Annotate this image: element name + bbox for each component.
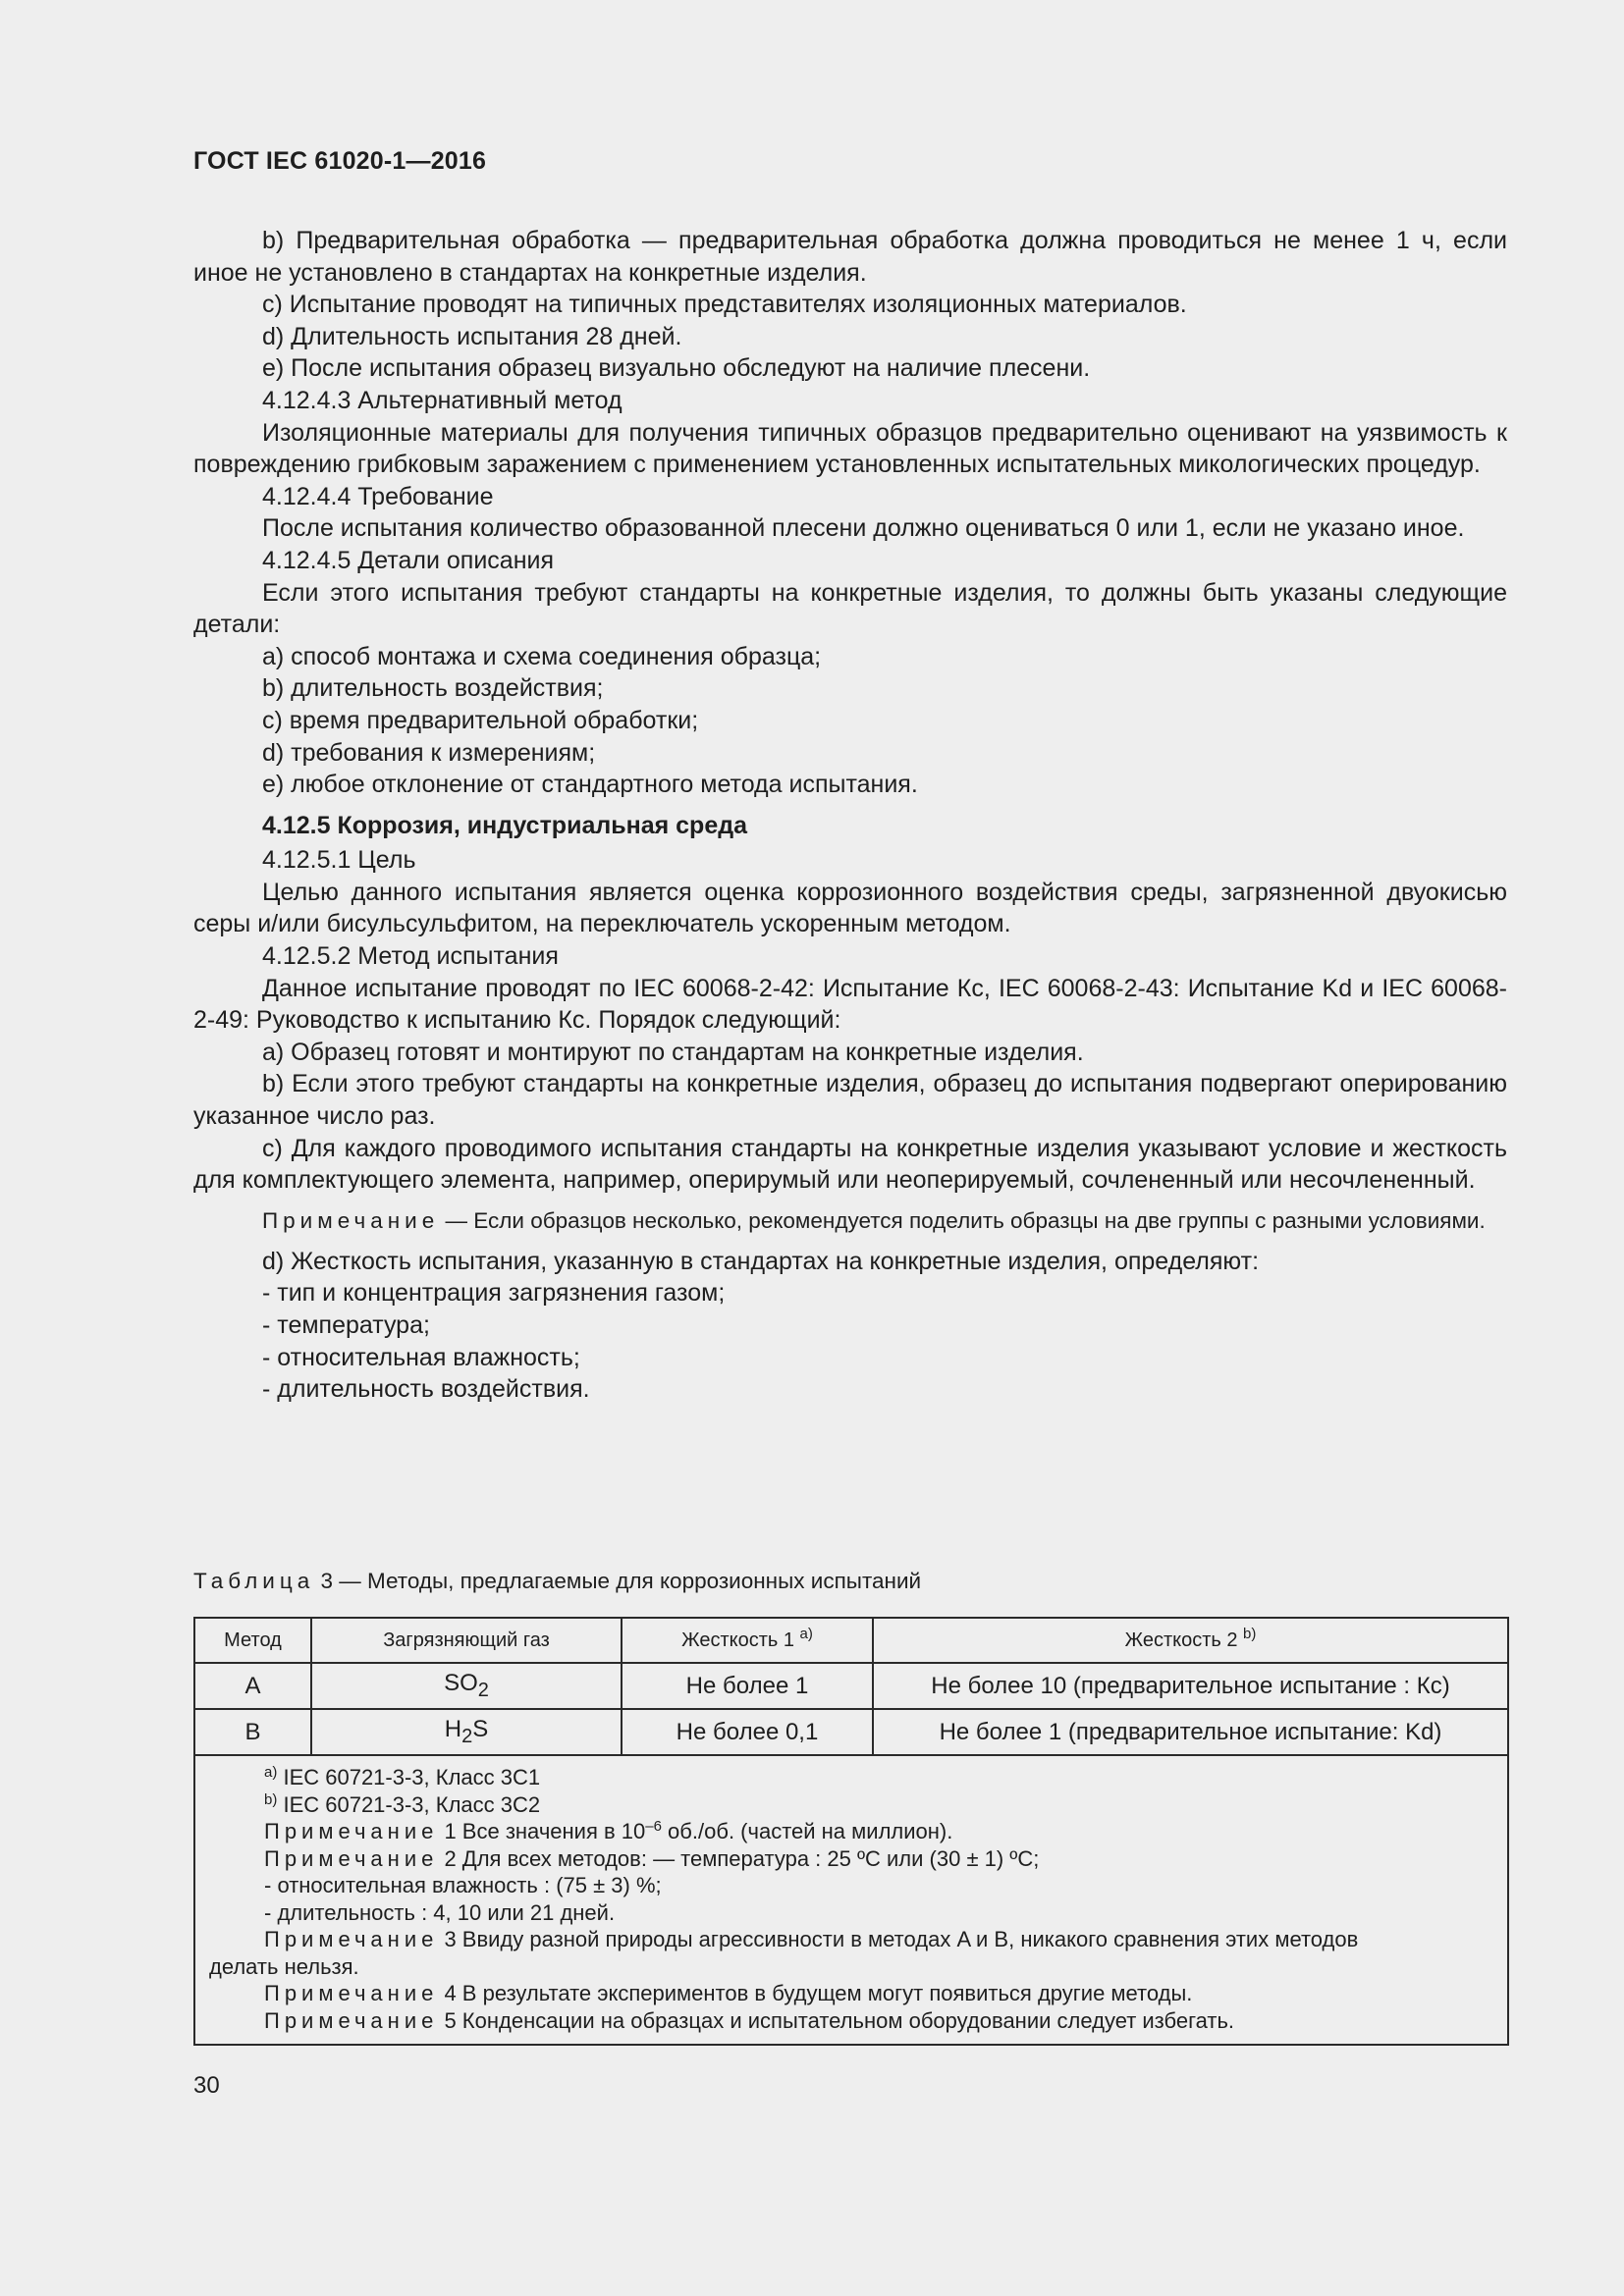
note-label: Примечание [264,1845,439,1871]
list-item: - температура; [262,1311,430,1339]
table-note-2-humidity: - относительная влажность : (75 ± 3) %; [264,1873,662,1897]
gas-subscript: 2 [461,1725,473,1747]
header-method: Метод [194,1618,311,1663]
footnote-mark: a) [264,1764,278,1781]
note-text: 5 Конденсации на образцах и испытательном оборудовании следует избегать. [438,2007,1235,2033]
header-severity-2-label: Жесткость 2 [1124,1629,1238,1651]
table-caption-text: 3 — Методы, предлагаемые для коррозионных испытаний [314,1569,922,1593]
table-header-row [194,1618,1508,1663]
note-text: об./об. (частей на миллион). [661,1819,953,1843]
document-header: ГОСТ IEC 61020-1—2016 [193,147,487,175]
list-item: a) Образец готовят и монтируют по стандартам на конкретные изделия. [262,1038,1084,1066]
table-caption-label: Таблица [193,1569,315,1593]
note-label: Примечание [264,2007,439,2033]
cell-severity-2: Не более 1 (предварительное испытание: Kd) [873,1709,1508,1755]
table-note-1 [209,1818,1493,1845]
paragraph: Целью данного испытания является оценка коррозионного воздействия среды, загрязненной двуокисью серы и/или бисульсульфитом, на переключатель ускоренным методом. [193,878,1507,938]
paragraph: Изоляционные материалы для получения типичных образцов предварительно оценивают на уязвимость к повреждению грибковым заражением с применением установленных испытательных микологических процедур. [193,418,1507,479]
note-text: — Если образцов несколько, рекомендуется поделить образцы на две группы с разными условиями. [439,1207,1486,1233]
cell-gas [311,1709,622,1755]
cell-severity-1: Не более 0,1 [622,1709,873,1755]
table-note-3 [209,1926,1493,1953]
table-note-4 [209,1980,1493,2007]
gas-subscript: 2 [477,1679,489,1701]
header-gas: Загрязняющий газ [311,1618,622,1663]
list-item: c) Для каждого проводимого испытания стандарты на конкретные изделия указывают условие и жесткость для комплектующего элемента, например, оперирумый или неоперируемый, сочлененный или несочлененный. [193,1134,1507,1195]
section-title: 4.12.5.2 Метод испытания [262,942,559,971]
table-notes-row [194,1755,1508,2045]
footnote-a [209,1764,1493,1791]
table-row [194,1709,1508,1755]
note-label: Примечание [264,1981,439,2005]
note-text: 4 В результате экспериментов в будущем могут появиться другие методы. [438,1981,1193,2005]
paragraph: Если этого испытания требуют стандарты на конкретные изделия, то должны быть указаны следующие детали: [193,578,1507,639]
footnote-ref-a: a) [799,1625,813,1642]
paragraph: e) После испытания образец визуально обследуют на наличие плесени. [262,354,1091,383]
section-title: 4.12.4.3 Альтернативный метод [262,386,623,414]
table-note-5 [209,2007,1493,2035]
cell-gas [311,1663,622,1709]
note-text: 3 Ввиду разной природы агрессивности в методах A и B, никакого сравнения этих методов [438,1927,1359,1951]
list-item: a) способ монтажа и схема соединения образца; [262,642,822,670]
cell-method: A [194,1663,311,1709]
table-note-3-continuation: делать нельзя. [209,1953,359,1979]
header-severity-2 [873,1618,1508,1663]
page-number: 30 [193,2072,220,2099]
list-item: - длительность воздействия. [262,1375,590,1404]
note-label: Примечание [264,1927,439,1951]
header-severity-1 [622,1618,873,1663]
note-label: Примечание [262,1207,440,1233]
document-body [193,225,1507,1406]
paragraph: d) Длительность испытания 28 дней. [262,322,682,350]
footnote-mark: b) [264,1790,278,1808]
section-heading: 4.12.5 Коррозия, индустриальная среда [262,811,747,839]
footnote-b [209,1791,1493,1819]
exponent: –6 [645,1818,662,1835]
note-text: 1 Все значения в 10 [438,1819,646,1843]
note-label: Примечание [264,1819,439,1843]
paragraph: Данное испытание проводят по IEC 60068-2-42: Испытание Кс, IEC 60068-2-43: Испытание Kd и IEC 60068-2-49: Руководство к испытанию Кс. Порядок следующий: [193,974,1507,1035]
list-item: - относительная влажность; [262,1343,580,1371]
gas-formula: H [444,1716,462,1743]
list-item: b) Если этого требуют стандарты на конкретные изделия, образец до испытания подвергают оперированию указанное число раз. [193,1070,1507,1131]
paragraph: b) Предварительная обработка — предварительная обработка должна проводиться не менее 1 ч, если иное не установлено в стандартах на конкретные изделия. [193,227,1507,287]
paragraph: d) Жесткость испытания, указанную в стандартах на конкретные изделия, определяют: [262,1247,1260,1275]
corrosion-methods-table [193,1617,1509,2046]
gas-formula: SO [444,1670,478,1697]
list-item: d) требования к измерениям; [262,738,596,767]
list-item: - тип и концентрация загрязнения газом; [262,1279,726,1308]
section-title: 4.12.4.4 Требование [262,482,494,510]
table-caption [193,1569,921,1594]
list-item: c) время предварительной обработки; [262,706,699,734]
list-item: b) длительность воздействия; [262,674,604,703]
table-note-2 [209,1845,1493,1873]
footnote-ref-b: b) [1243,1625,1257,1642]
header-severity-1-label: Жесткость 1 [681,1629,794,1651]
footnote-text: IEC 60721-3-3, Класс 3C2 [277,1791,541,1817]
note [193,1207,1507,1234]
section-title: 4.12.5.1 Цель [262,846,416,875]
table-note-2-duration: - длительность : 4, 10 или 21 дней. [264,1899,616,1925]
gas-formula-tail: S [472,1716,489,1743]
table-notes [194,1755,1508,2045]
table-row [194,1663,1508,1709]
paragraph: c) Испытание проводят на типичных представителях изоляционных материалов. [262,291,1187,319]
paragraph: После испытания количество образованной плесени должно оцениваться 0 или 1, если не указано иное. [262,514,1465,543]
cell-severity-1: Не более 1 [622,1663,873,1709]
section-title: 4.12.4.5 Детали описания [262,546,554,574]
note-text: 2 Для всех методов: — температура : 25 ºC или (30 ± 1) ºC; [438,1845,1040,1871]
cell-method: B [194,1709,311,1755]
list-item: e) любое отклонение от стандартного метода испытания. [262,771,918,799]
footnote-text: IEC 60721-3-3, Класс 3C1 [277,1765,541,1789]
cell-severity-2: Не более 10 (предварительное испытание : Кс) [873,1663,1508,1709]
